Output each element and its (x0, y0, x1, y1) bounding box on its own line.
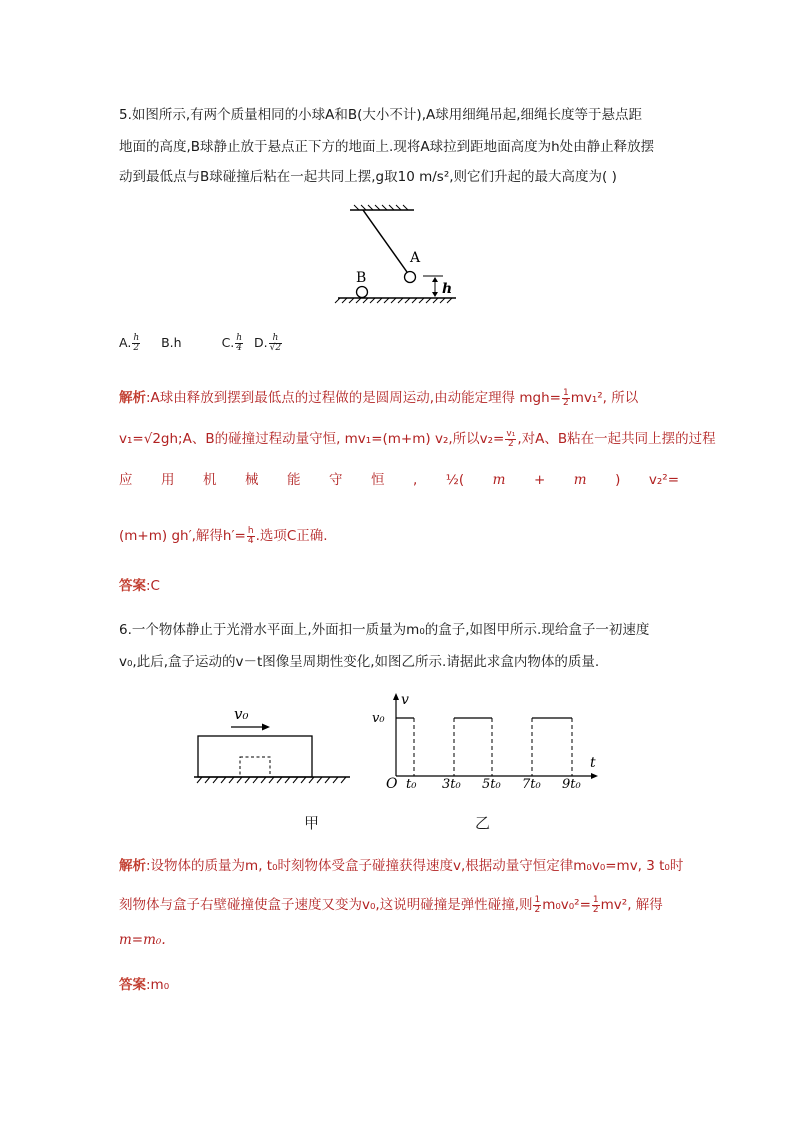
label-h: h (442, 281, 453, 297)
q6-stem-line-2: v₀,此后,盒子运动的v－t图像呈周期性变化,如图乙所示.请据此求盒内物体的质量. (119, 654, 600, 670)
analysis-label: 解析 (119, 858, 146, 874)
q5-pendulum-figure (330, 200, 470, 310)
q6-figure-jia (190, 700, 360, 800)
t-axis-label: t (590, 755, 596, 771)
option-c: C. $\frac{h}{4}$ (221, 333, 243, 353)
v-axis-arrow (393, 693, 399, 700)
tick-5t0: 5t₀ (482, 777, 501, 792)
caption-jia: 甲 (304, 814, 320, 832)
velocity-arrow-head (262, 724, 270, 731)
height-arrow-head-up (432, 277, 438, 282)
q6-stem-line-1: 6.一个物体静止于光滑水平面上,外面扣一质量为m₀的盒子,如图甲所示.现给盒子一初速度 (119, 622, 650, 638)
tick-9t0: 9t₀ (562, 777, 581, 792)
q5-answer: 答案:C (119, 578, 160, 594)
option-b: B.h (161, 335, 182, 350)
ball-a (405, 272, 416, 283)
origin-label: O (386, 776, 398, 792)
tick-t0: t₀ (406, 777, 417, 792)
q5-analysis-line-2: v₁=√2gh;A、B的碰撞过程动量守恒, mv₁=(m+m) v₂,所以v₂= $\frac{\text{v₁}}{2}$ ,对A、B粘在一起共同上摆的过程 (119, 428, 716, 449)
q5-analysis-line-1: 解析:A球由释放到摆到最低点的过程做的是圆周运动,由动能定理得 mgh= $\frac{1}{2}$ mv₁², 所以 (119, 387, 639, 408)
answer-label: 答案 (119, 578, 146, 594)
v0-axis-label: v₀ (372, 711, 385, 726)
t-axis-arrow (591, 773, 598, 779)
fig1-v0-label: v₀ (234, 705, 249, 723)
q5-analysis-line-3: 应 用 机 械 能 守 恒 , ½( m + m ) v₂²= (119, 472, 679, 488)
option-d: D. $\frac{h}{√2}$ (254, 333, 282, 353)
caption-yi: 乙 (475, 814, 491, 832)
q6-answer: 答案:m₀ (119, 977, 170, 993)
option-a: A. $\frac{h}{2}$ (119, 333, 140, 353)
outer-box (198, 736, 312, 777)
q5-stem-line-1: 5.如图所示,有两个质量相同的小球A和B(大小不计),A球用细绳吊起,细绳长度等于悬点距 (119, 107, 643, 123)
label-a: A (410, 250, 421, 266)
q6-analysis-line-3: m=m₀. (119, 932, 166, 948)
analysis-label: 解析 (119, 390, 146, 406)
q6-analysis-line-2: 刻物体与盒子右壁碰撞使盒子速度又变为v₀,这说明碰撞是弹性碰撞,则 $\frac{1}{2}$ m₀v₀²= $\frac{1}{2}$ mv², 解得 (119, 894, 663, 915)
q6-figure-yi-vt-graph (368, 688, 608, 798)
answer-label: 答案 (119, 977, 146, 993)
q6-analysis-line-1: 解析:设物体的质量为m, t₀时刻物体受盒子碰撞获得速度v,根据动量守恒定律m₀v₀=mv, 3 t₀时 (119, 858, 684, 874)
q5-stem-line-3: 动到最低点与B球碰撞后粘在一起共同上摆,g取10 m/s²,则它们升起的最大高度为( ) (119, 169, 617, 185)
tick-7t0: 7t₀ (522, 777, 541, 792)
floor-hatch (197, 777, 346, 783)
v-axis-label: v (401, 692, 409, 708)
q5-analysis-line-4: (m+m) gh′,解得h′= $\frac{h}{4}$ .选项C正确. (119, 525, 328, 546)
label-b: B (356, 270, 367, 286)
string-line (363, 210, 407, 272)
tick-3t0: 3t₀ (442, 777, 461, 792)
q5-options (119, 333, 283, 353)
ball-b (357, 287, 368, 298)
dashed-drops (414, 718, 572, 776)
height-arrow-head-down (432, 292, 438, 297)
q5-stem-line-2: 地面的高度,B球静止放于悬点正下方的地面上.现将A球拉到距地面高度为h处由静止释放摆 (119, 139, 655, 155)
